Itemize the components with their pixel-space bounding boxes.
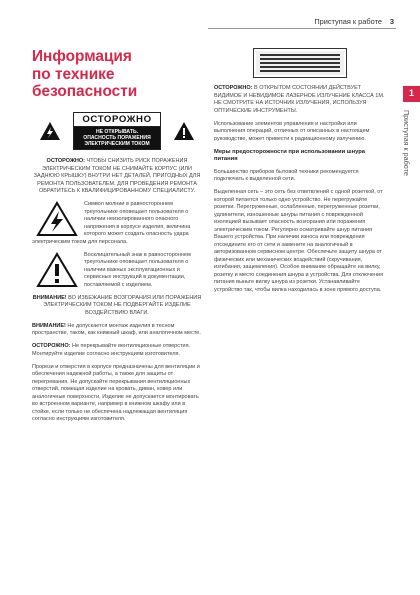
warning-confined-label: ВНИМАНИЕ! — [32, 322, 66, 329]
left-column — [32, 48, 202, 429]
caution-block — [32, 112, 202, 151]
caution-heading: ОСТОРОЖНО — [74, 113, 160, 127]
caution-label — [73, 112, 161, 151]
caution-ventilation-text: Не перекрывайте вентиляционные отверстия. Монтируйте изделие согласно инструкциям изготовителя. — [32, 343, 191, 357]
caution-paragraph — [32, 158, 202, 196]
exclamation-warning-icon — [173, 121, 195, 141]
caution-line-2: ОПАСНОСТЬ ПОРАЖЕНИЯ — [83, 134, 151, 141]
header-rule — [208, 28, 396, 29]
caution-body — [74, 127, 160, 150]
warning-moisture — [32, 295, 202, 318]
page-header — [0, 17, 420, 29]
title-line-3: безопасности — [32, 83, 138, 100]
lightning-symbol-text: Символ молнии в равностороннем треугольнике оповещает пользователя о наличии неизолированного опасного напряжения в корпусе изделия, величина которого может создать опасность удара электрическим током для персонала. — [32, 201, 191, 245]
caution-line-1: НЕ ОТКРЫВАТЬ. — [95, 128, 139, 135]
chapter-tab — [403, 86, 420, 102]
caution-paragraph-label: ОСТОРОЖНО: — [46, 158, 86, 165]
caution-ventilation-label: ОСТОРОЖНО: — [32, 343, 71, 350]
chapter-number: 1 — [408, 88, 414, 98]
title-line-2: по технике — [32, 65, 115, 83]
warning-moisture-text: ВО ИЗБЕЖАНИЕ ВОЗГОРАНИЯ ИЛИ ПОРАЖЕНИЯ ЭЛЕКТРИЧЕСКИМ ТОКОМ НЕ ПОДВЕРГАЙТЕ ИЗДЕЛИЕ ВОЗДЕЙСТВИЮ ВЛАГИ. — [43, 294, 202, 316]
page-number: 3 — [389, 17, 394, 26]
laser-caution — [214, 85, 386, 115]
header-section-title: Приступая к работе — [314, 17, 382, 26]
right-column — [214, 48, 386, 300]
caution-ventilation — [32, 343, 202, 358]
power-cord-details: Выделенная сеть – это сеть без ответвлений с одной розеткой, от которой питается только одно устройство. Не перегружайте розетки. Перегруженные, ослабленные, перегруженные розетки, удлинители, изношенные шнуры питания с поврежденной изоляцией вызывает опасность возгорания или поражения электрическим током. Регулярно осматривайте шнур питания Вашего устройства. При наличии износа или повреждения отсоедините его от сети и замените на аналогичный в авторизованном сервисном центре. Обеспечьте защиту шнура от физических или механических воздействий (скручивания, изгибания, защемления). Особое внимание обращайте на вилку, розетку и место соединения шнура и устройства. Для отключения питания выньте вилку шнура из розетки. Устанавливайте устройство так, чтобы вилка находилась в зоне прямого доступа. — [214, 189, 384, 293]
chapter-side-label — [404, 110, 418, 240]
chapter-side-label-text: Приступая к работе — [402, 110, 411, 176]
caution-paragraph-text: ЧТОБЫ СНИЗИТЬ РИСК ПОРАЖЕНИЯ ЭЛЕКТРИЧЕСКИМ ТОКОМ НЕ СНИМАЙТЕ КОРПУС (ИЛИ ЗАДНЮЮ КРЫШКУ) ВНУТРИ НЕТ ДЕТАЛЕЙ, ПРИГОДНЫХ ДЛЯ РЕМОНТА ПОЛЬЗОВАТЕЛЕМ. ДЛЯ ПРОВЕДЕНИЯ РЕМОНТА ОБРАТИТЕСЬ К КВАЛИФИЦИРОВАННОМУ СПЕЦИАЛИСТУ. — [33, 158, 201, 195]
power-cord-intro: Большинство приборов бытовой техники рекомендуется подключать к выделенной сети. — [214, 168, 359, 183]
caution-line-3: ЭЛЕКТРИЧЕСКИМ ТОКОМ — [84, 140, 150, 147]
laser-warning-label-image — [253, 48, 347, 78]
laser-caution-text: В ОТКРЫТОМ СОСТОЯНИИ ДЕЙСТВУЕТ ВИДИМОЕ И НЕВИДИМОЕ ЛАЗЕРНОЕ ИЗЛУЧЕНИЕ КЛАССА 1M. НЕ СМОТРИТЕ НА ИСТОЧНИК ИЗЛУЧЕНИЯ, ИСПОЛЬЗУЯ ОПТИЧЕСКИЕ ИНСТРУМЕНТЫ. — [214, 85, 385, 114]
warning-confined-space — [32, 323, 202, 338]
exclamation-triangle-icon — [36, 252, 78, 288]
exclamation-symbol-text: Восклицательный знак в равностороннем треугольнике оповещает пользователя о наличии важных эксплуатационных и сервисных инструкций в документации, поставляемой с изделием. — [84, 251, 191, 288]
controls-warning: Использование элементов управления и настройки или выполнения операций, отличных от описанных в настоящем руководстве, может привести к радиационному излучению. — [214, 120, 370, 142]
page-title — [32, 48, 202, 101]
title-line-1: Информация — [32, 48, 132, 65]
lightning-symbol-note — [32, 201, 202, 252]
lightning-triangle-icon — [36, 201, 78, 237]
warning-confined-text: Не допускается монтаж изделия в тесном пространстве, таком, как книжный шкаф, или аналогичном месте. — [32, 322, 201, 337]
warning-moisture-label: ВНИМАНИЕ! — [32, 294, 67, 301]
power-cord-heading: Меры предосторожности при использовании шнура питания — [214, 148, 366, 163]
laser-caution-label: ОСТОРОЖНО: — [214, 85, 253, 91]
ventilation-details: Прорези и отверстия в корпусе предназначены для вентиляции и обеспечения надежной работы, а также для защиты от перегревания. Не допускайте перекрывания вентиляционных отверстий, помещая изделие на кровать, диван, ковер или аналогичные поверхности. Изделие не допускается монтировать во встроенном варианте, например в книжном шкафу или в стойке, если только не обеспечена надлежащая вентиляция согласно инструкциям изготовителя. — [32, 363, 200, 423]
exclamation-symbol-note — [32, 252, 202, 295]
lightning-warning-icon — [39, 121, 61, 141]
